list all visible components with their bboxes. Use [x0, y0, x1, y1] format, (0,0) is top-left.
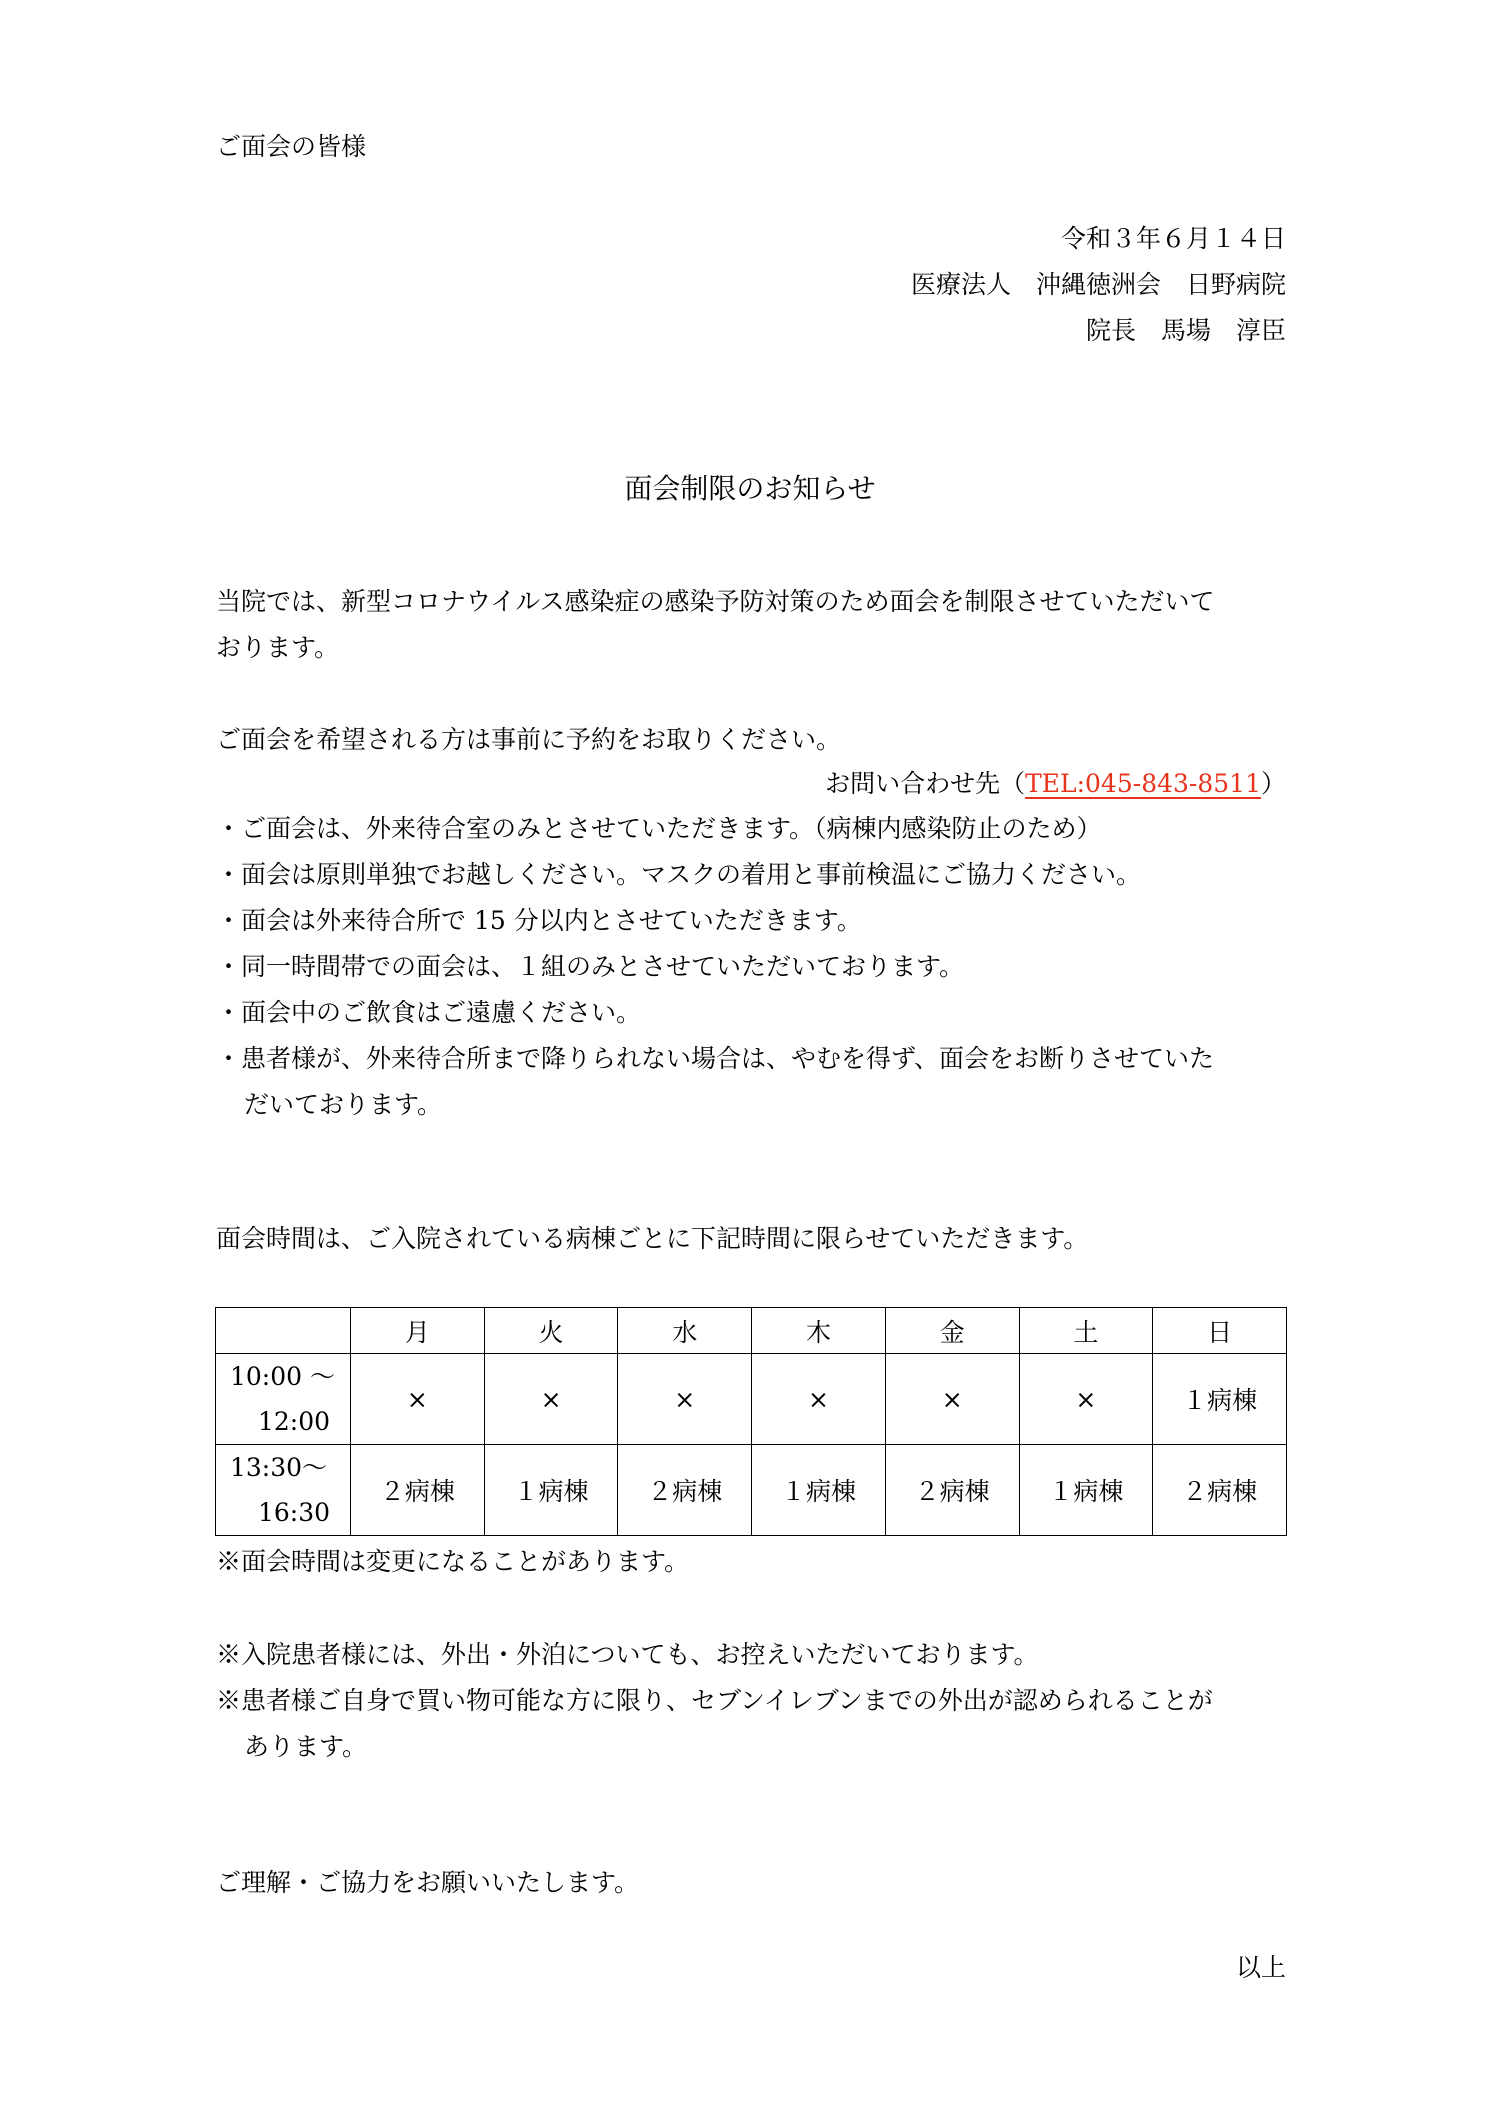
table-header-row — [216, 1308, 1287, 1354]
schedule-cell: ２病棟 — [885, 1445, 1019, 1536]
day-header: 日 — [1153, 1308, 1287, 1354]
intro-line-1: 当院では、新型コロナウイルス感染症の感染予防対策のため面会を制限させていただいて — [216, 587, 1215, 616]
time-slot-cell — [216, 1354, 351, 1445]
schedule-cell: ２病棟 — [1153, 1445, 1287, 1536]
contact-prefix: お問い合わせ先（ — [825, 769, 1026, 798]
time-slot-end: 16:30 — [258, 1498, 331, 1527]
rule-item: ・面会は外来待合所で 15 分以内とさせていただきます。 — [216, 906, 862, 935]
day-header: 火 — [484, 1308, 618, 1354]
rule-item: ・面会は原則単独でお越しください。マスクの着用と事前検温にご協力ください。 — [216, 860, 1142, 889]
note-outing: ※入院患者様には、外出・外泊についても、お控えいただいております。 — [216, 1640, 1039, 1669]
time-slot-start: 10:00 〜 — [230, 1362, 335, 1391]
document-title: 面会制限のお知らせ — [624, 472, 876, 505]
issue-date: 令和３年６月１４日 — [1060, 224, 1286, 253]
note-seven-eleven-line-1: ※患者様ご自身で買い物可能な方に限り、セブンイレブンまでの外出が認められることが — [216, 1686, 1213, 1715]
schedule-cell: × — [885, 1354, 1019, 1445]
contact-suffix: ） — [1260, 769, 1286, 798]
schedule-cell: １病棟 — [1019, 1445, 1153, 1536]
table-corner-cell — [216, 1308, 351, 1354]
schedule-cell: １病棟 — [484, 1445, 618, 1536]
note-seven-eleven-line-2: あります。 — [244, 1732, 368, 1761]
intro-line-2: おります。 — [216, 633, 340, 662]
day-header: 月 — [351, 1308, 485, 1354]
table-row — [216, 1445, 1287, 1536]
end-mark: 以上 — [1235, 1953, 1286, 1982]
day-header: 水 — [618, 1308, 752, 1354]
organization-name: 医療法人 沖縄徳洲会 日野病院 — [910, 270, 1286, 299]
schedule-cell: ２病棟 — [618, 1445, 752, 1536]
rule-item: ・ご面会は、外来待合室のみとさせていただきます。（病棟内感染防止のため） — [216, 814, 1102, 843]
table-row — [216, 1354, 1287, 1445]
schedule-cell: ２病棟 — [351, 1445, 485, 1536]
closing-request: ご理解・ご協力をお願いいたします。 — [216, 1868, 640, 1897]
rule-item: ・同一時間帯での面会は、１組のみとさせていただいております。 — [216, 952, 965, 981]
schedule-cell: × — [752, 1354, 886, 1445]
schedule-cell: × — [1019, 1354, 1153, 1445]
salutation: ご面会の皆様 — [216, 132, 367, 161]
contact-tel-link[interactable]: TEL:045-843-8511 — [1025, 769, 1261, 798]
day-header: 土 — [1019, 1308, 1153, 1354]
day-header: 木 — [752, 1308, 886, 1354]
reservation-text: ご面会を希望される方は事前に予約をお取りください。 — [216, 725, 842, 754]
contact-line — [825, 771, 1286, 796]
rule-item-continuation: だいております。 — [244, 1090, 443, 1119]
schedule-cell: × — [484, 1354, 618, 1445]
visiting-schedule-table — [215, 1307, 1287, 1536]
day-header: 金 — [885, 1308, 1019, 1354]
time-slot-start: 13:30〜 — [230, 1453, 328, 1482]
rule-item: ・患者様が、外来待合所まで降りられない場合は、やむを得ず、面会をお断りさせていた — [216, 1044, 1215, 1073]
schedule-cell: × — [618, 1354, 752, 1445]
hours-intro: 面会時間は、ご入院されている病棟ごとに下記時間に限らせていただきます。 — [216, 1224, 1089, 1253]
time-slot-end: 12:00 — [258, 1407, 331, 1436]
director-name: 院長 馬場 淳臣 — [1085, 316, 1286, 345]
schedule-cell: １病棟 — [1153, 1354, 1287, 1445]
time-slot-cell — [216, 1445, 351, 1536]
note-schedule-change: ※面会時間は変更になることがあります。 — [216, 1547, 690, 1576]
schedule-cell: × — [351, 1354, 485, 1445]
schedule-cell: １病棟 — [752, 1445, 886, 1536]
rule-item: ・面会中のご飲食はご遠慮ください。 — [216, 998, 642, 1027]
